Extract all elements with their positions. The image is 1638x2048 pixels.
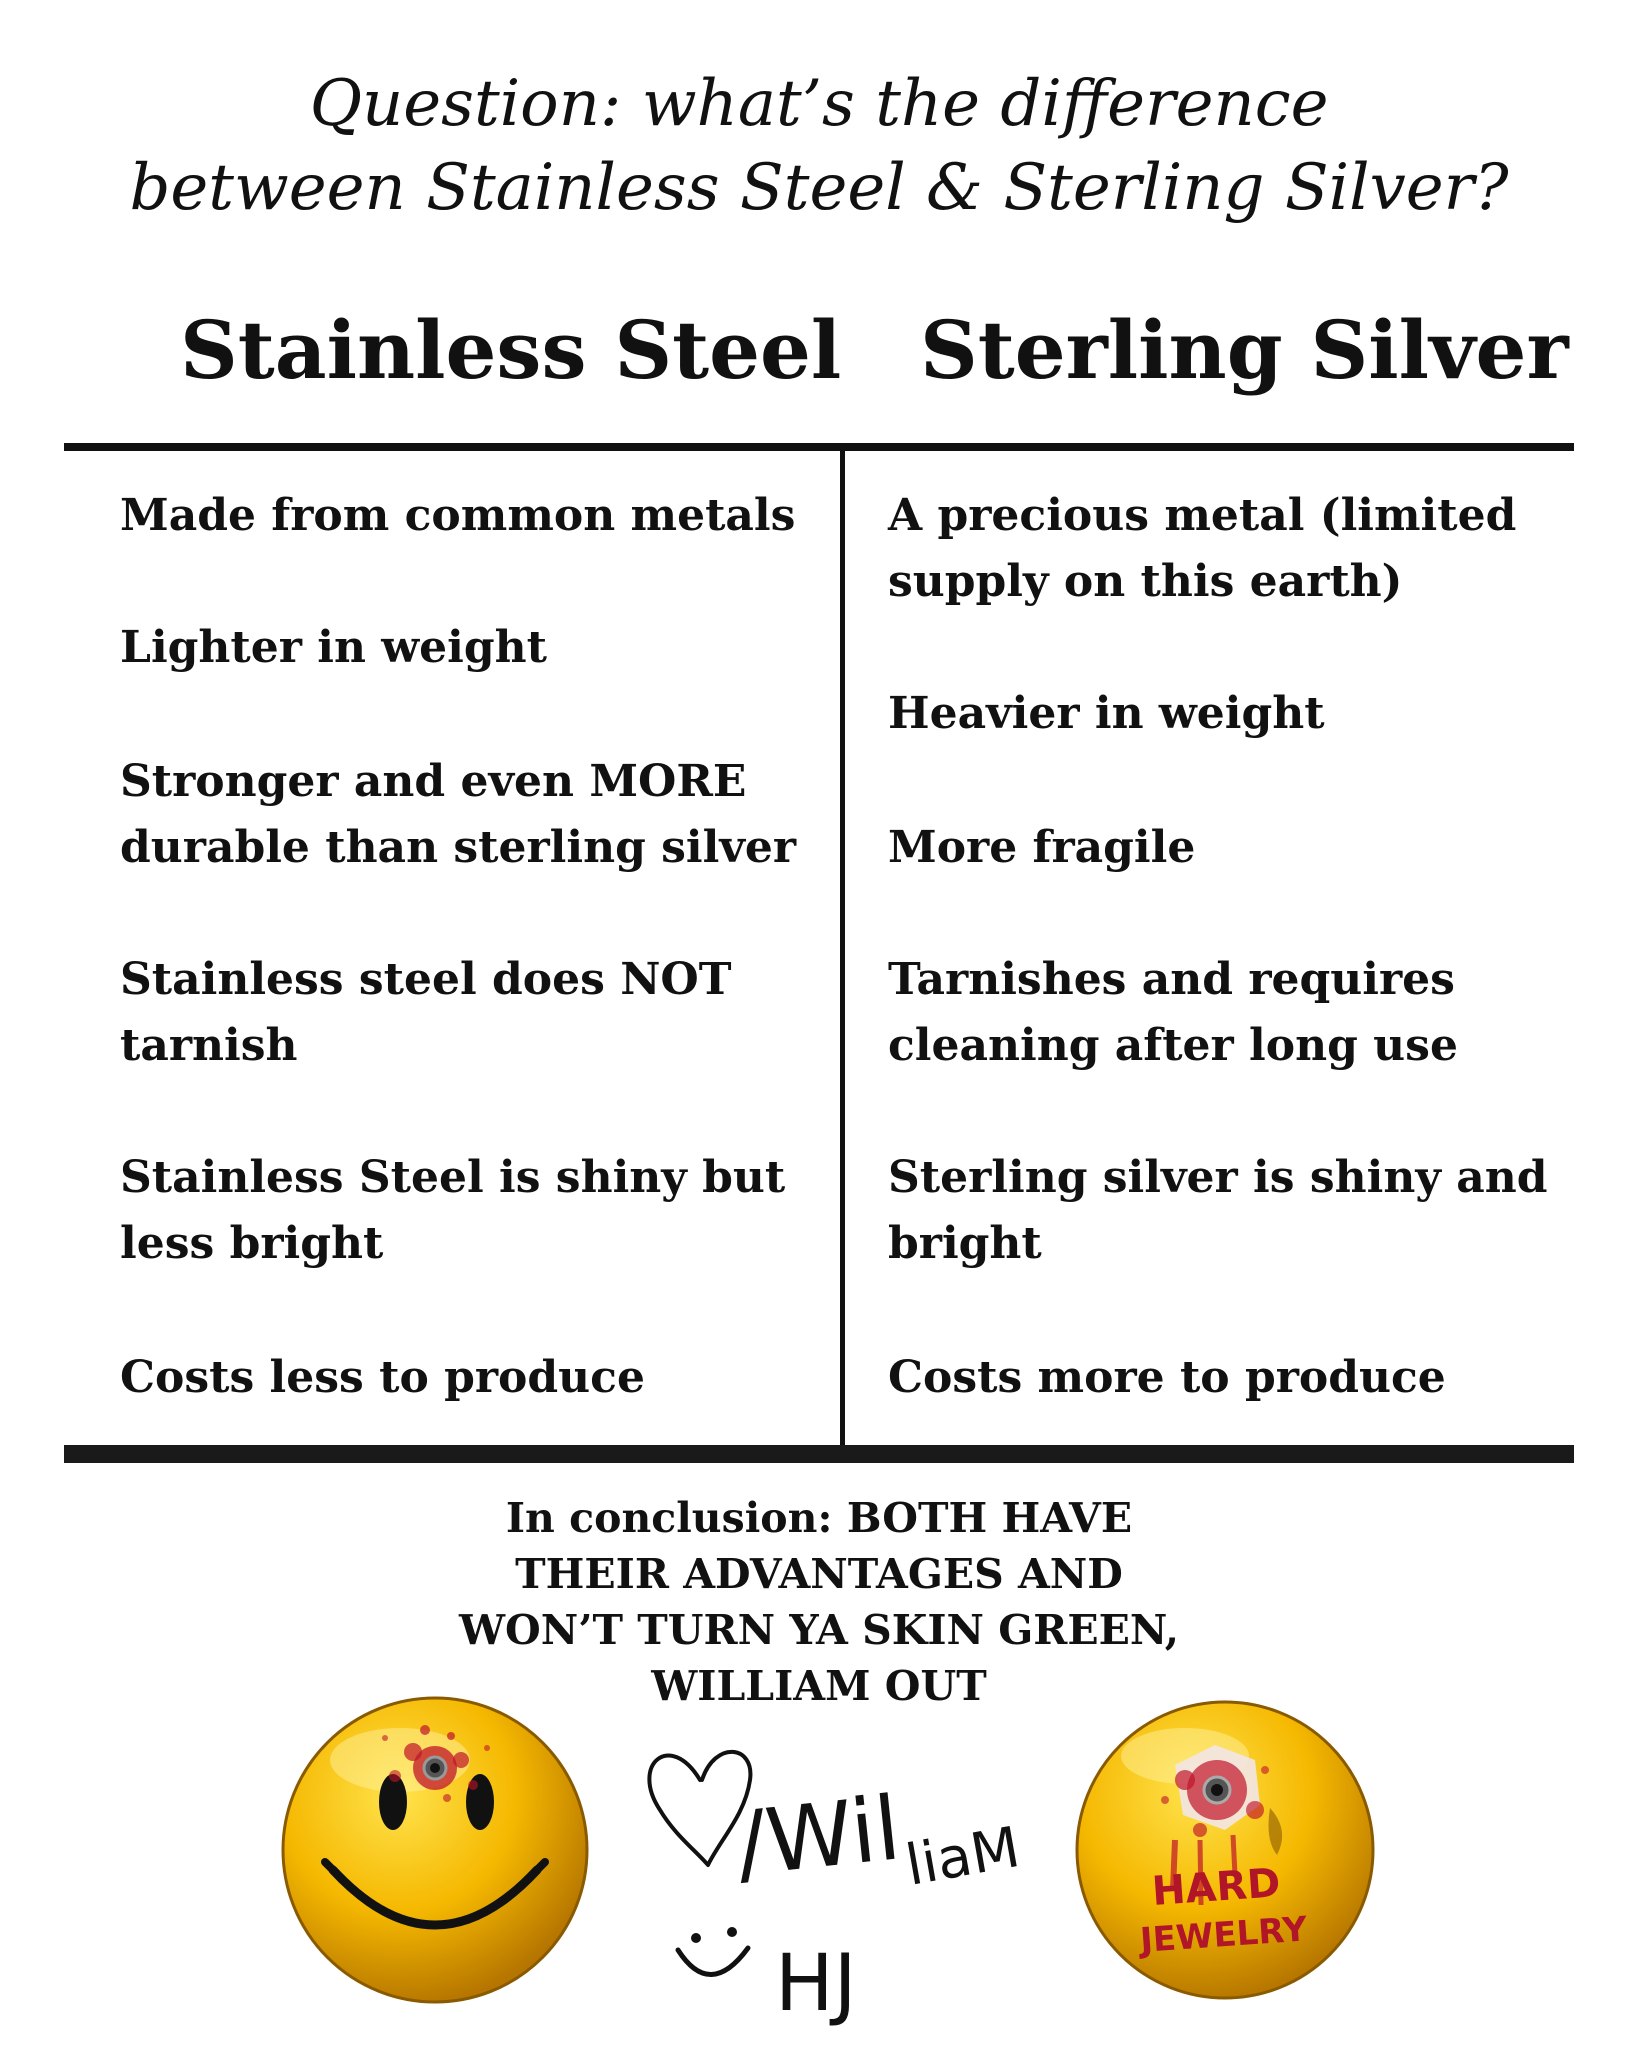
cell-line: less bright <box>120 1218 384 1269</box>
stainless-row-2 <box>120 615 820 681</box>
badge-text-line-1: HARD <box>1150 1860 1282 1915</box>
conclusion-line-1: In conclusion: BOTH HAVE <box>505 1494 1133 1542</box>
cell-line: durable than sterling silver <box>120 822 797 873</box>
cell-line: Stainless Steel is shiny but <box>120 1152 786 1203</box>
cell-line: Costs less to produce <box>120 1352 645 1403</box>
small-smiley-doodle-icon <box>678 1927 748 1975</box>
silver-row-5 <box>888 1145 1588 1277</box>
cell-line: cleaning after long use <box>888 1020 1458 1071</box>
badge-text-line-2: JEWELRY <box>1138 1909 1309 1961</box>
cell-line: Tarnishes and requires <box>888 954 1455 1005</box>
signature-name-b: liaM <box>901 1815 1025 1899</box>
silver-row-2 <box>888 681 1588 747</box>
conclusion-line-4: WILLIAM OUT <box>651 1662 987 1710</box>
cell-line: supply on this earth) <box>888 556 1403 607</box>
cell-line: Lighter in weight <box>120 622 547 673</box>
conclusion-line-2: THEIR ADVANTAGES AND <box>515 1550 1123 1598</box>
cell-line: Sterling silver is shiny and <box>888 1152 1548 1203</box>
cell-line: bright <box>888 1218 1042 1269</box>
cell-line: A precious metal (limited <box>888 490 1517 541</box>
cell-line: Stronger and even MORE <box>120 756 747 807</box>
heading-stainless-steel: Stainless Steel <box>180 303 842 397</box>
silver-row-4 <box>888 947 1588 1079</box>
cell-line: Stainless steel does NOT <box>120 954 732 1005</box>
bullet-hole-icon <box>1204 1777 1230 1803</box>
cell-line: Made from common metals <box>120 490 796 541</box>
signature-initials: HJ <box>775 1939 857 2029</box>
stainless-row-4 <box>120 947 820 1079</box>
conclusion-line-3: WON’T TURN YA SKIN GREEN, <box>458 1606 1179 1654</box>
bullet-hole-icon <box>424 1757 446 1779</box>
heading-sterling-silver: Sterling Silver <box>920 303 1569 397</box>
stainless-row-5 <box>120 1145 820 1277</box>
smiley-face-icon <box>275 1690 595 2010</box>
silver-row-1 <box>888 483 1588 615</box>
stainless-row-3 <box>120 749 820 881</box>
stainless-row-6 <box>120 1345 820 1411</box>
page-title <box>0 62 1638 230</box>
cell-line: Heavier in weight <box>888 688 1325 739</box>
damaged-smiley-badge-icon <box>1065 1690 1385 2010</box>
title-line-2: between Stainless Steel & Sterling Silver? <box>129 151 1509 225</box>
silver-row-3 <box>888 815 1588 881</box>
signature-name-a: /Wil <box>731 1776 905 1896</box>
signature-icon <box>630 1670 1060 2040</box>
table-top-rule <box>64 443 1574 451</box>
table-bottom-rule <box>64 1445 1574 1463</box>
stainless-row-1 <box>120 483 820 549</box>
cell-line: tarnish <box>120 1020 298 1071</box>
silver-row-6 <box>888 1345 1588 1411</box>
table-center-divider <box>840 447 845 1450</box>
cell-line: Costs more to produce <box>888 1352 1446 1403</box>
cell-line: More fragile <box>888 822 1196 873</box>
title-line-1: Question: what’s the difference <box>309 67 1329 141</box>
